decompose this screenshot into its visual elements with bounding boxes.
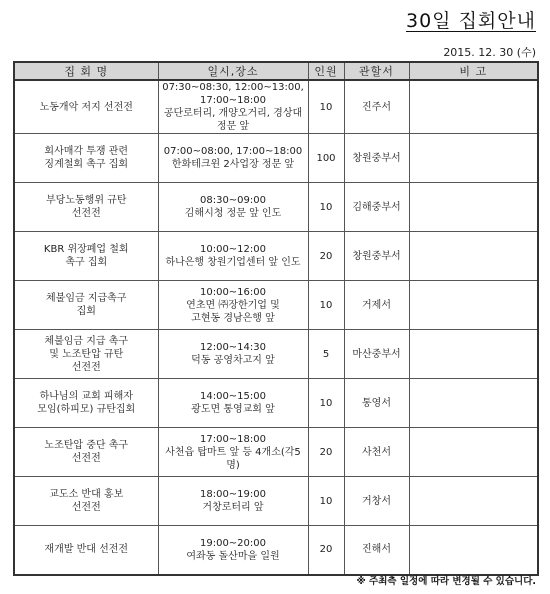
rally-count: 10 xyxy=(308,281,344,330)
rally-count: 10 xyxy=(308,477,344,526)
table-row xyxy=(14,80,538,134)
table-row xyxy=(14,330,538,379)
rally-note xyxy=(409,477,538,526)
rally-note xyxy=(409,330,538,379)
rally-name: 체불임금 지급 촉구 및 노조탄압 규탄 선전전 xyxy=(14,330,158,379)
rally-name: 노동개악 저지 선전전 xyxy=(14,80,158,134)
rally-name: 체불임금 지급촉구 집회 xyxy=(14,281,158,330)
column-header-note: 비 고 xyxy=(409,62,538,80)
rally-note xyxy=(409,428,538,477)
rally-note xyxy=(409,80,538,134)
rally-count: 5 xyxy=(308,330,344,379)
table-row xyxy=(14,183,538,232)
rally-note xyxy=(409,526,538,575)
rally-station: 마산중부서 xyxy=(344,330,409,379)
column-header-time-place: 일시,장소 xyxy=(158,62,308,80)
rally-time-place: 10:00~16:00 연초면 ㈜장한기업 및 고현동 경남은행 앞 xyxy=(158,281,308,330)
rally-schedule-table xyxy=(13,61,539,576)
rally-note xyxy=(409,379,538,428)
rally-name: KBR 위장폐업 철회 촉구 집회 xyxy=(14,232,158,281)
rally-time-place: 08:30~09:00 김해시청 정문 앞 인도 xyxy=(158,183,308,232)
rally-count: 20 xyxy=(308,428,344,477)
rally-count: 20 xyxy=(308,526,344,575)
rally-count: 20 xyxy=(308,232,344,281)
rally-time-place: 14:00~15:00 광도면 통영교회 앞 xyxy=(158,379,308,428)
table-row xyxy=(14,477,538,526)
rally-station: 김해중부서 xyxy=(344,183,409,232)
table-row xyxy=(14,526,538,575)
rally-station: 창원중부서 xyxy=(344,232,409,281)
rally-station: 창원중부서 xyxy=(344,134,409,183)
rally-time-place: 19:00~20:00 여좌동 돌산마을 일원 xyxy=(158,526,308,575)
rally-time-place: 17:00~18:00 사천읍 탑마트 앞 등 4개소(각5명) xyxy=(158,428,308,477)
rally-station: 거제서 xyxy=(344,281,409,330)
table-row xyxy=(14,281,538,330)
column-header-count: 인원 xyxy=(308,62,344,80)
rally-count: 10 xyxy=(308,80,344,134)
rally-count: 100 xyxy=(308,134,344,183)
table-header-row xyxy=(14,62,538,80)
rally-name: 부당노동행위 규탄 선전전 xyxy=(14,183,158,232)
rally-station: 진해서 xyxy=(344,526,409,575)
rally-name: 회사매각 투쟁 관련 징계철회 촉구 집회 xyxy=(14,134,158,183)
table-row xyxy=(14,379,538,428)
rally-note xyxy=(409,281,538,330)
rally-name: 하나님의 교회 피해자 모임(하피모) 규탄집회 xyxy=(14,379,158,428)
column-header-station: 관할서 xyxy=(344,62,409,80)
rally-station: 진주서 xyxy=(344,80,409,134)
rally-time-place: 07:00~08:00, 17:00~18:00 한화테크윈 2사업장 정문 앞 xyxy=(158,134,308,183)
footer-notice: ※ 주최측 일정에 따라 변경될 수 있습니다. xyxy=(356,576,536,587)
rally-note xyxy=(409,134,538,183)
table-row xyxy=(14,232,538,281)
rally-station: 통영서 xyxy=(344,379,409,428)
rally-count: 10 xyxy=(308,379,344,428)
rally-name: 교도소 반대 홍보 선전전 xyxy=(14,477,158,526)
rally-name: 재개발 반대 선전전 xyxy=(14,526,158,575)
table-row xyxy=(14,134,538,183)
column-header-name: 집 회 명 xyxy=(14,62,158,80)
rally-time-place: 12:00~14:30 덕동 공영차고지 앞 xyxy=(158,330,308,379)
rally-time-place: 10:00~12:00 하나은행 창원기업센터 앞 인도 xyxy=(158,232,308,281)
page-title: 30일 집회안내 xyxy=(406,10,536,32)
table-row xyxy=(14,428,538,477)
rally-note xyxy=(409,183,538,232)
rally-station: 거창서 xyxy=(344,477,409,526)
rally-time-place: 07:30~08:30, 12:00~13:00, 17:00~18:00 공단로터리, 개양오거리, 경상대 정문 앞 xyxy=(158,80,308,134)
rally-name: 노조탄압 중단 촉구 선전전 xyxy=(14,428,158,477)
rally-station: 사천서 xyxy=(344,428,409,477)
rally-count: 10 xyxy=(308,183,344,232)
document-date: 2015. 12. 30 (수) xyxy=(443,46,536,59)
rally-note xyxy=(409,232,538,281)
rally-time-place: 18:00~19:00 거창로터리 앞 xyxy=(158,477,308,526)
